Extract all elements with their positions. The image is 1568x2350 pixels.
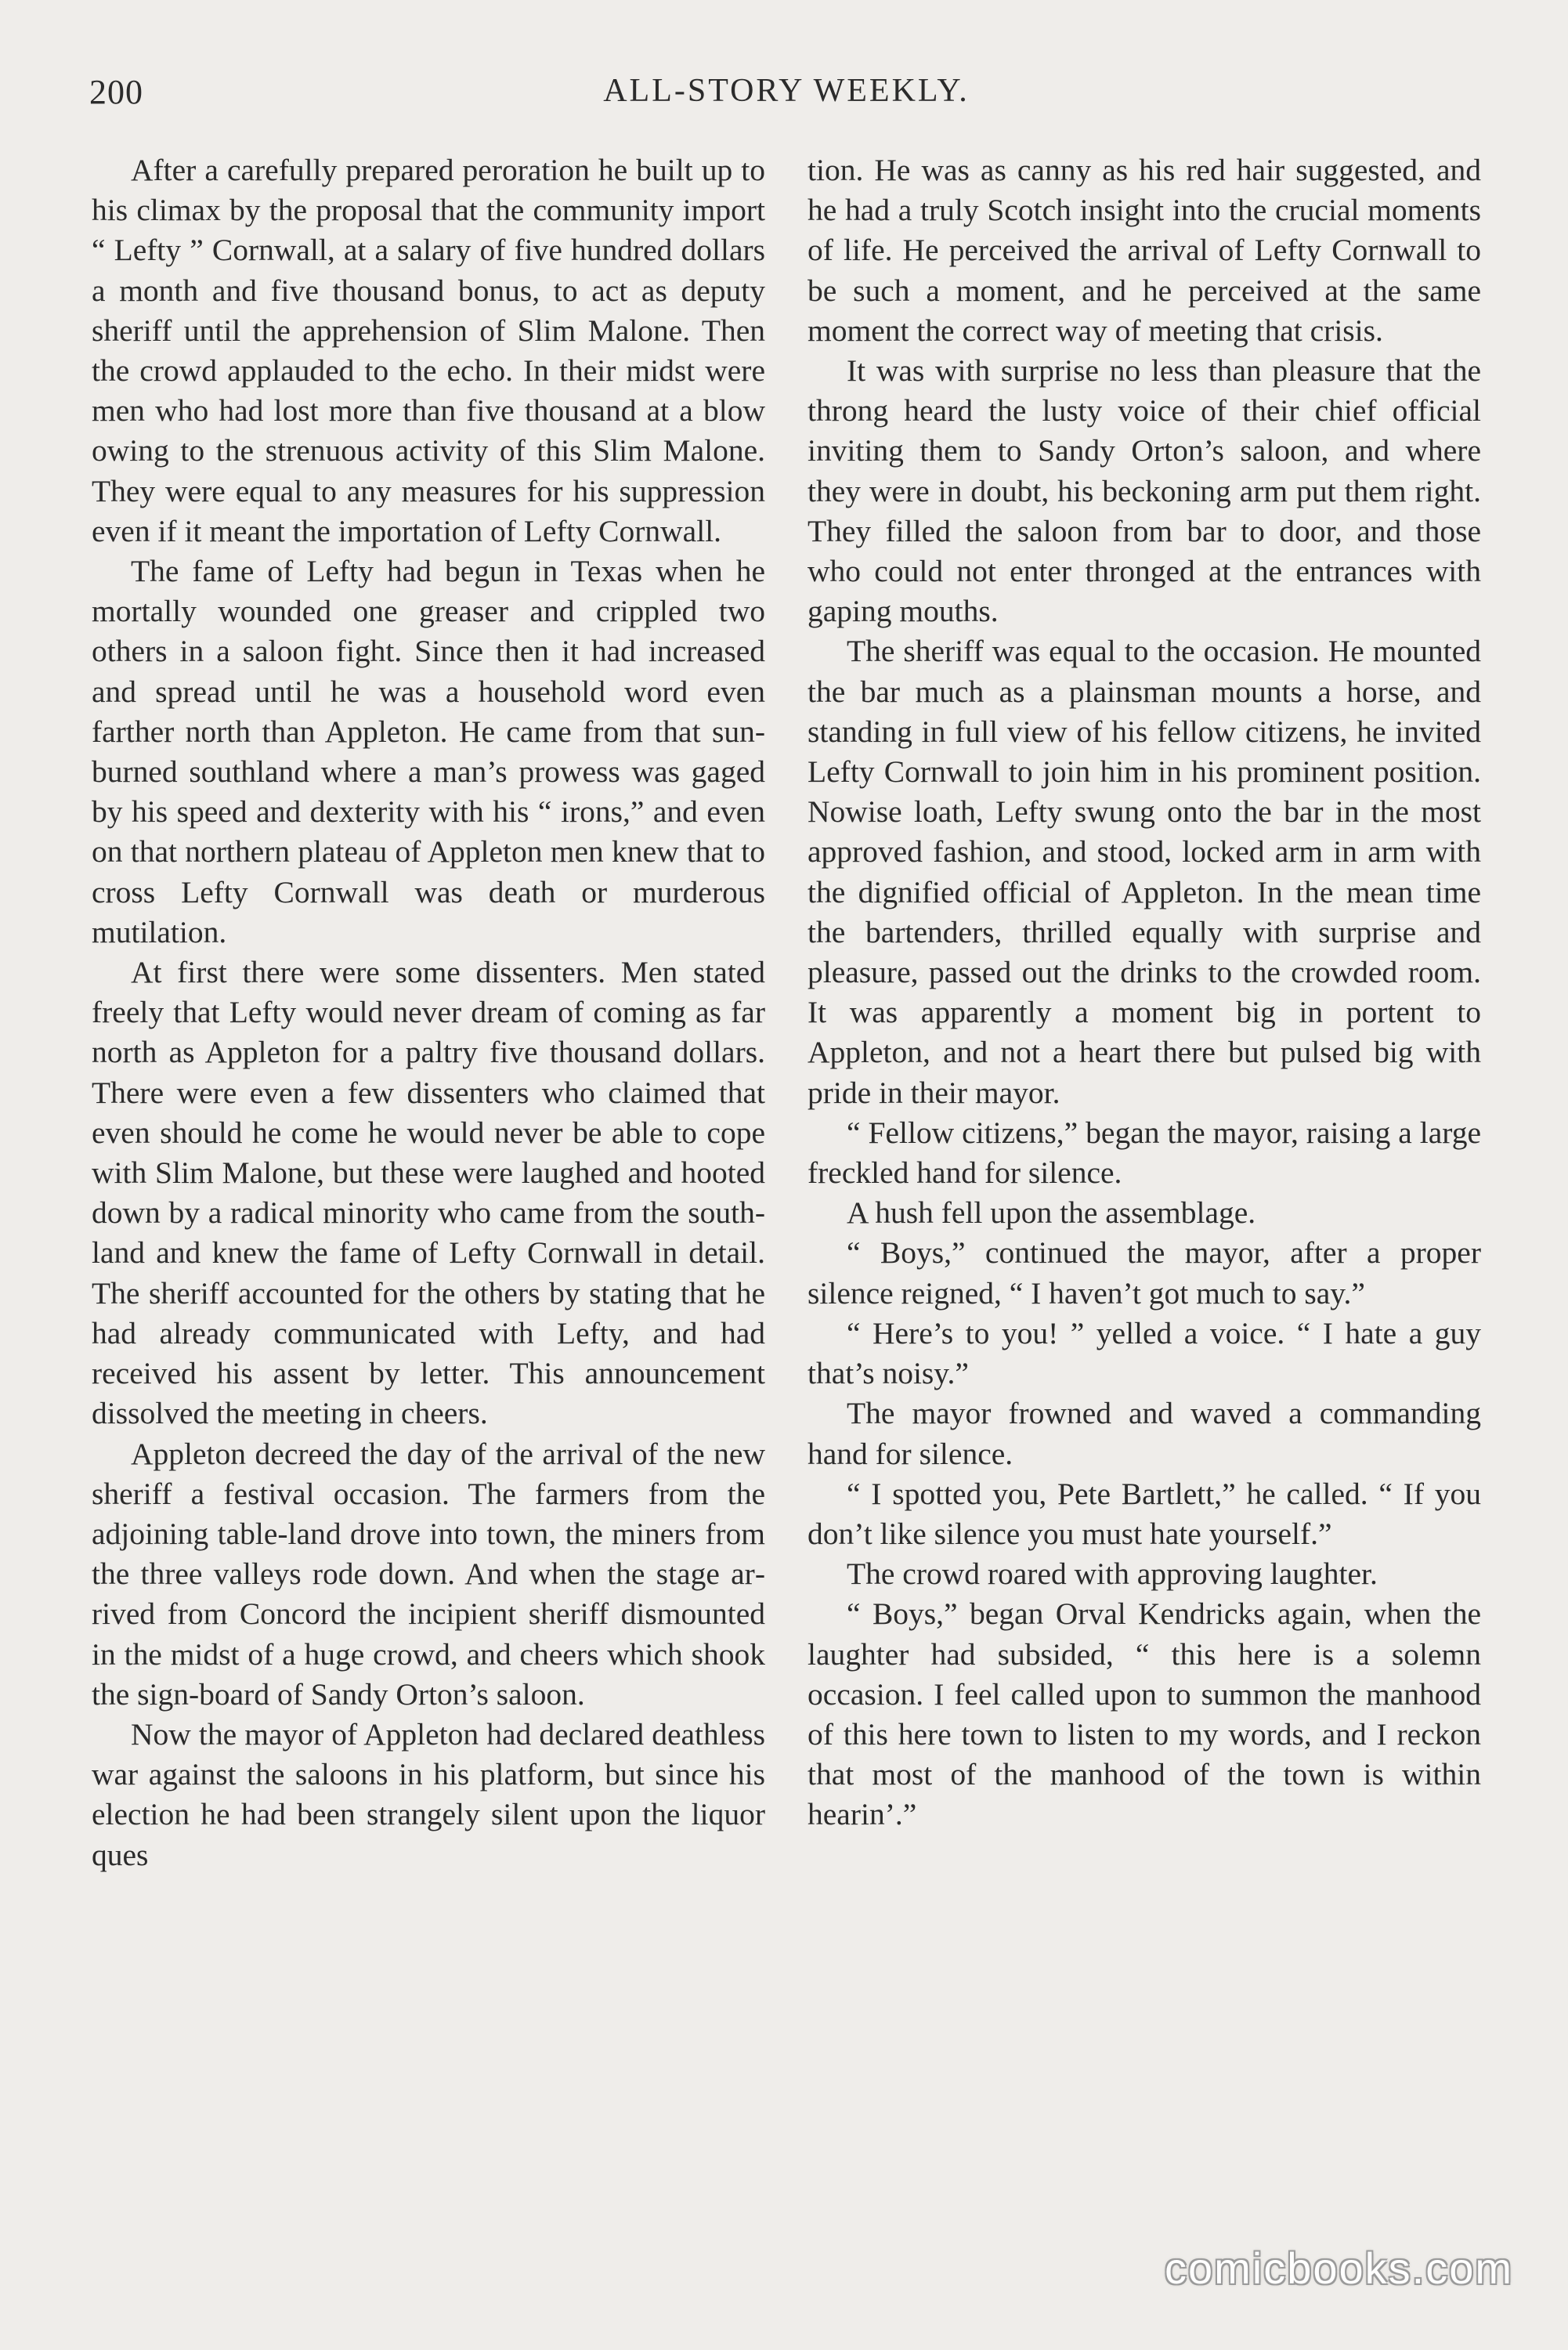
page-number: 200 [89,73,143,111]
watermark-logo: comicbooks.com [1164,2243,1513,2293]
page-header [89,72,1483,119]
paragraph: The crowd roared with approving laughter. [847,1556,1378,1592]
paragraph: Now the mayor of Appleton had declared deathless war against the saloons in his platform, but since his election he had been strangely silent upon the liquor ques [92,1716,765,1872]
left-column [92,150,765,1875]
paragraph: The fame of Lefty had begun in Texas when he mortally wounded one greaser and crippled two others in a saloon fight. Since then it had increased and spread until he was a household word even farther north than Appleton. He came from that sun-burned southland where a man’s prowess was gaged by his speed and dexterity with his “ irons,” and even on that northern plateau of Appleton men knew that to cross Lefty Cornwall was death or murderous mutilation. [92,554,765,949]
right-column [807,150,1481,1835]
paragraph-continued: tion. He was as canny as his red hair suggested, and he had a truly Scotch insight into the crucial moments of life. He perceived the arrival of Lefty Cornwall to be such a moment, and he perceived at the same moment the correct way of meeting that crisis. [807,153,1481,348]
paragraph: The sheriff was equal to the occasion. He mounted the bar much as a plainsman mounts a horse, and standing in full view of his fellow citizens, he invited Lefty Cornwall to join him in his prominent position. Nowise loath, Lefty swung onto the bar in the most approved fashion, and stood, locked arm in arm with the dignified official of Appleton. In the mean time the bartenders, thrilled equally with surprise and pleasure, passed out the drinks to the crowded room. It was apparently a moment big in portent to Appleton, and not a heart there but pulsed big with pride in their mayor. [807,634,1481,1110]
paragraph: “ Boys,” began Orval Kendricks again, when the laughter had subsided, “ this here is a solemn occasion. I feel called upon to summon the manhood of this here town to listen to my words, and I reckon that most of the manhood of the town is within hearin’.” [807,1596,1481,1832]
paragraph: Appleton decreed the day of the arrival of the new sheriff a festival occasion. The farmers from the adjoining table-land drove into town, the miners from the three valleys rode down. And when the stage arrived from Concord the incipient sheriff dismounted in the midst of a huge crowd, and cheers which shook the sign-board of Sandy Orton’s saloon. [92,1436,765,1712]
paragraph: At first there were some dissenters. Men stated freely that Lefty would never dream of coming as far north as Appleton for a paltry five thousand dollars. There were even a few dissenters who claimed that even should he come he would never be able to cope with Slim Malone, but these were laughed and hooted down by a radical minority who came from the southland and knew the fame of Lefty Cornwall in detail. The sheriff accounted for the others by stating that he had already communicated with Lefty, and had received his assent by letter. This announcement dissolved the meeting in cheers. [92,955,765,1431]
paragraph: After a carefully prepared peroration he built up to his climax by the proposal that the community import “ Lefty ” Cornwall, at a salary of five hundred dollars a month and five thousand bonus, to act as deputy sheriff until the apprehension of Slim Malone. Then the crowd applauded to the echo. In their midst were men who had lost more than five thousand at a blow owing to the strenuous activity of this Slim Malone. They were equal to any measures for his suppression even if it meant the importation of Lefty Cornwall. [92,153,765,548]
paragraph: “ Fellow citizens,” began the mayor, raising a large freckled hand for silence. [807,1115,1481,1191]
running-title: ALL-STORY WEEKLY. [603,73,970,109]
paragraph: “ Here’s to you! ” yelled a voice. “ I hate a guy that’s noisy.” [807,1315,1481,1391]
paragraph: A hush fell upon the assemblage. [847,1195,1256,1231]
paragraph: “ Boys,” continued the mayor, after a proper silence reigned, “ I haven’t got much to say.” [807,1235,1481,1311]
paragraph: It was with surprise no less than pleasure that the throng heard the lusty voice of their chief official inviting them to Sandy Orton’s saloon, and where they were in doubt, his beckoning arm put them right. They filled the saloon from bar to door, and those who could not enter thronged at the entrances with gaping mouths. [807,353,1481,629]
paragraph: “ I spotted you, Pete Bartlett,” he called. “ If you don’t like silence you must hate yourself.” [807,1476,1481,1551]
paragraph: The mayor frowned and waved a commanding hand for silence. [807,1396,1481,1471]
